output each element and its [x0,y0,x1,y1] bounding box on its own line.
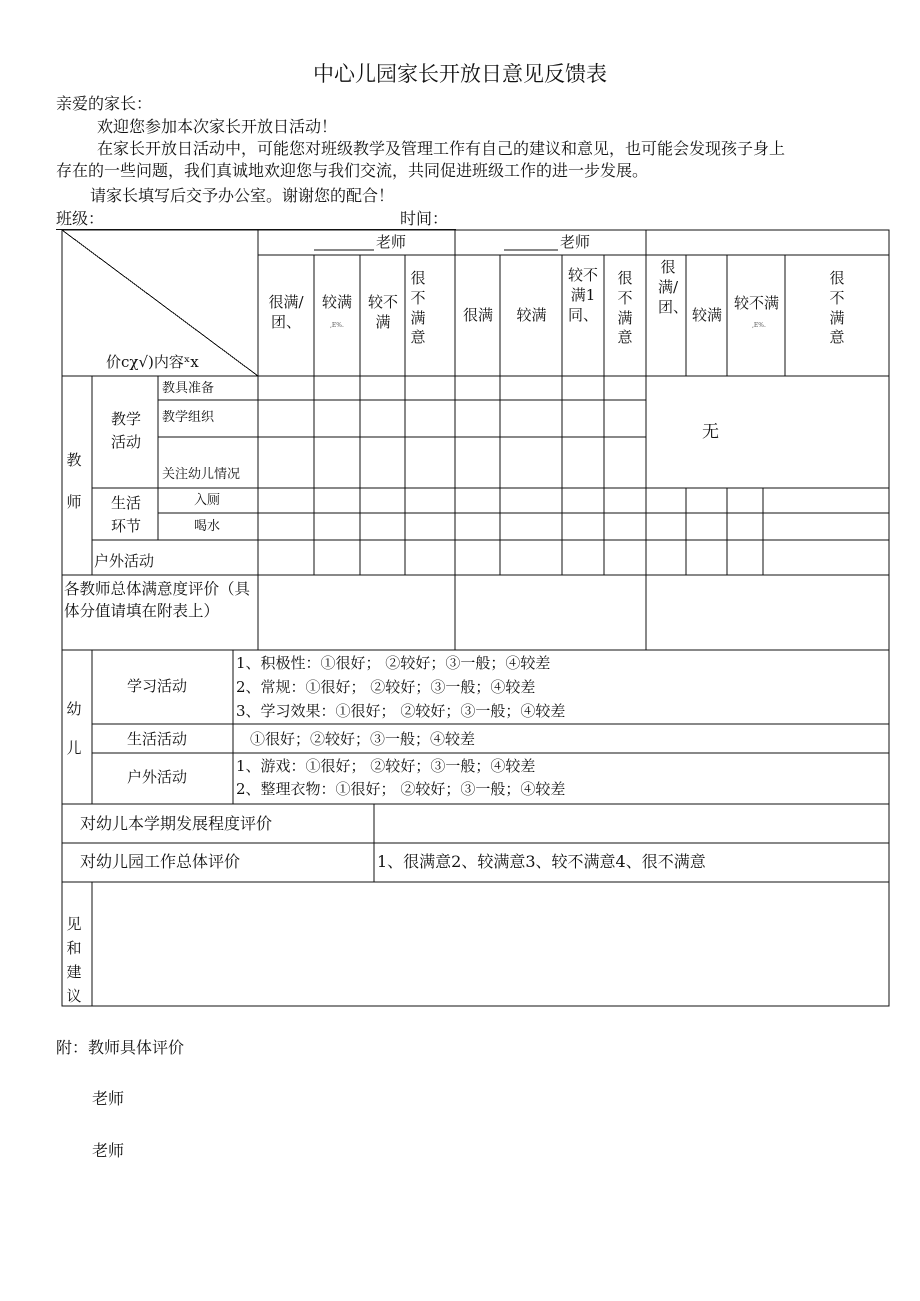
appendix-teacher-1: 老师 [92,1089,125,1108]
teacher-section-label: 教师 [66,451,82,511]
outdoor-line-1: 1、游戏：①很好； ②较好；③一般；④较差 [236,757,536,775]
life-activity-label: 生活活动 [127,730,188,748]
advice-label: 见和建议 [66,915,82,1005]
page-title: 中心儿园家长开放日意见反馈表 [313,62,607,86]
g2-satisfied: 较满 [516,306,547,324]
g1-very-dissatisfied: 很不满意 [410,269,426,347]
life-routine-label: 生活环节 [110,494,141,536]
outdoor-activity-label: 户外活动 [94,552,155,570]
g3-very-dissatisfied: 很不满意 [829,269,845,347]
life-activity-line: ①很好；②较好；③一般；④较差 [250,730,476,748]
teaching-activity-label: 教学活动 [110,410,141,452]
overall-teacher-eval-label: 各教师总体满意度评价（具体分值请填在附表上） [64,580,251,621]
work-eval-label: 对幼儿园工作总体评价 [80,852,241,871]
dev-eval-label: 对幼儿本学期发展程度评价 [80,814,273,833]
g1-dissatisfied: 较不满 [367,293,398,331]
intro-line-2a: 在家长开放日活动中，可能您对班级教学及管理工作有自己的建议和意见，也可能会发现孩子身上 [97,139,786,158]
study-activity-label: 学习活动 [127,677,188,695]
class-underline [56,229,456,230]
g2-very-dissatisfied: 很不满意 [617,269,633,347]
intro-line-3: 请家长填写后交予办公室。谢谢您的配合！ [90,186,395,205]
outdoor-line-2: 2、整理衣物：①很好； ②较好；③一般；④较差 [236,780,566,798]
item-drinking: 喝水 [194,519,221,534]
g1-very-satisfied: 很满/团、 [268,293,304,331]
g2-very-satisfied: 很满 [462,306,493,324]
g3-mark: ,E%. [752,322,766,329]
study-line-1: 1、积极性：①很好； ②较好；③一般；④较差 [236,654,551,672]
item-child-attention: 关注幼儿情况 [162,467,241,482]
none-mark: 无 [702,422,719,442]
child-section-label: 幼儿 [66,700,82,757]
g1-satisfied: 较满 [321,293,352,311]
outdoor-child-label: 户外活动 [127,768,188,786]
greeting: 亲爱的家长： [56,94,153,113]
g3-dissatisfied: 较不满 [733,294,779,312]
g2-dissatisfied: 较不满1同、 [567,266,598,324]
item-teaching-aids: 教具准备 [162,381,215,396]
teacher-1-header: 老师 [376,233,407,251]
teacher-2-header: 老师 [560,233,591,251]
study-line-2: 2、常规：①很好； ②较好；③一般；④较差 [236,678,536,696]
item-toilet: 入厕 [194,493,221,508]
study-line-3: 3、学习效果：①很好； ②较好；③一般；④较差 [236,702,566,720]
work-eval-options: 1、很满意2、较满意3、较不满意4、很不满意 [377,852,706,871]
g3-very-satisfied: 很满/团、 [658,258,689,316]
g3-satisfied: 较满 [691,306,722,324]
item-teaching-organization: 教学组织 [162,410,215,425]
g1-mark: ,E%. [330,322,344,329]
time-label: 时间： [400,209,449,228]
table-corner-label: 价cχ√)内容ˣx [106,353,199,371]
class-label: 班级： [56,209,105,228]
appendix-label: 附：教师具体评价 [56,1038,185,1057]
appendix-teacher-2: 老师 [92,1141,125,1160]
intro-line-2b: 存在的一些问题，我们真诚地欢迎您与我们交流，共同促进班级工作的进一步发展。 [56,161,649,180]
intro-line-1: 欢迎您参加本次家长开放日活动！ [97,117,338,136]
